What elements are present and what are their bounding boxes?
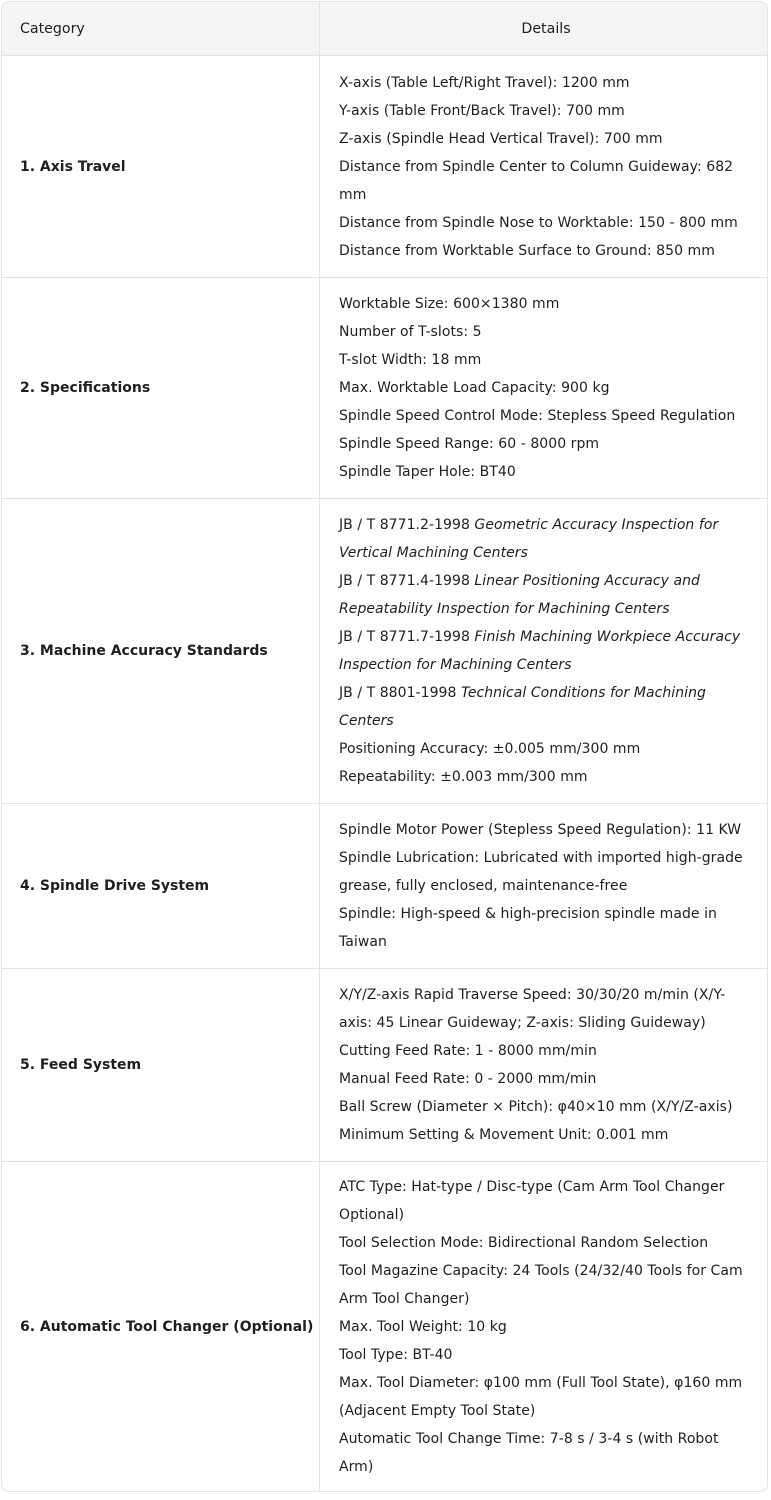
detail-text: Repeatability: ±0.003 mm/300 mm	[339, 769, 588, 785]
detail-text: axis: 45 Linear Guideway; Z-axis: Sliding Guideway)	[339, 1015, 706, 1031]
detail-line	[339, 1369, 753, 1397]
details-cell	[320, 804, 767, 968]
detail-line	[339, 458, 753, 486]
detail-text: Cutting Feed Rate: 1 - 8000 mm/min	[339, 1043, 597, 1059]
spec-table	[1, 1, 768, 1492]
detail-text: Distance from Spindle Center to Column Guideway: 682	[339, 158, 734, 175]
detail-text: Spindle Lubrication: Lubricated with imported high-grade	[339, 850, 743, 866]
detail-text: Spindle Speed Range: 60 - 8000 rpm	[339, 436, 600, 452]
detail-text: Max. Tool Diameter: φ100 mm (Full Tool State), φ160 mm	[339, 1375, 743, 1391]
category-header-label: Category	[20, 20, 85, 37]
detail-line	[339, 1037, 753, 1065]
table-row-axis-travel	[2, 55, 767, 277]
detail-title-italic: Repeatability Inspection for Machining Centers	[339, 601, 670, 617]
table-row-feed-system	[2, 968, 767, 1161]
category-cell	[2, 1162, 320, 1492]
detail-line	[339, 763, 753, 791]
detail-line	[339, 679, 753, 707]
category-label: 3. Machine Accuracy Standards	[20, 643, 268, 659]
detail-line	[339, 735, 753, 763]
detail-text: X-axis (Table Left/Right Travel): 1200 mm	[339, 74, 630, 91]
detail-text: Distance from Spindle Nose to Worktable: 150 - 800 mm	[339, 214, 738, 231]
detail-title-italic: Centers	[339, 713, 394, 729]
detail-text: grease, fully enclosed, maintenance-free	[339, 878, 628, 894]
detail-line	[339, 900, 753, 928]
detail-line	[339, 1065, 753, 1093]
detail-line	[339, 374, 753, 402]
detail-line	[339, 402, 753, 430]
category-column-header	[2, 2, 320, 55]
table-row-spindle-drive	[2, 803, 767, 968]
detail-line	[339, 153, 753, 181]
detail-text: Ball Screw (Diameter × Pitch): φ40×10 mm (X/Y/Z-axis)	[339, 1099, 733, 1115]
details-column-header	[320, 2, 767, 55]
detail-line	[339, 1201, 753, 1229]
detail-text: JB / T 8771.7-1998	[339, 629, 475, 645]
detail-text: (Adjacent Empty Tool State)	[339, 1403, 536, 1419]
detail-line	[339, 69, 753, 97]
detail-text: Spindle Taper Hole: BT40	[339, 464, 516, 480]
detail-text: Tool Magazine Capacity: 24 Tools (24/32/40 Tools for Cam	[339, 1263, 743, 1279]
detail-text: Max. Worktable Load Capacity: 900 kg	[339, 380, 610, 396]
detail-line	[339, 539, 753, 567]
detail-line	[339, 1285, 753, 1313]
details-header-label: Details	[521, 20, 571, 37]
detail-text: ATC Type: Hat-type / Disc-type (Cam Arm Tool Changer	[339, 1179, 725, 1195]
details-cell	[320, 499, 767, 803]
detail-line	[339, 981, 753, 1009]
detail-line	[339, 430, 753, 458]
detail-line	[339, 181, 753, 209]
detail-text: JB / T 8801-1998	[339, 685, 461, 701]
detail-title-italic: Finish Machining Workpiece Accuracy	[474, 629, 741, 645]
detail-text: Worktable Size: 600×1380 mm	[339, 296, 560, 312]
details-cell	[320, 1162, 767, 1492]
category-label: 6. Automatic Tool Changer (Optional)	[20, 1319, 314, 1335]
detail-line	[339, 1229, 753, 1257]
category-label: 2. Specifications	[20, 380, 151, 396]
detail-line	[339, 1173, 753, 1201]
detail-line	[339, 816, 753, 844]
detail-text: Z-axis (Spindle Head Vertical Travel): 700 mm	[339, 130, 663, 147]
detail-line	[339, 1453, 753, 1481]
detail-line	[339, 125, 753, 153]
detail-text: JB / T 8771.2-1998	[339, 517, 475, 533]
category-cell	[2, 499, 320, 803]
detail-text: Manual Feed Rate: 0 - 2000 mm/min	[339, 1071, 597, 1087]
category-cell	[2, 278, 320, 498]
detail-text: T-slot Width: 18 mm	[339, 352, 482, 368]
detail-line	[339, 595, 753, 623]
category-cell	[2, 56, 320, 277]
detail-line	[339, 707, 753, 735]
category-cell	[2, 969, 320, 1161]
details-cell	[320, 278, 767, 498]
detail-line	[339, 623, 753, 651]
detail-title-italic: Vertical Machining Centers	[339, 545, 528, 561]
detail-text: Max. Tool Weight: 10 kg	[339, 1319, 507, 1335]
detail-title-italic: Inspection for Machining Centers	[339, 657, 572, 673]
detail-title-italic: Technical Conditions for Machining	[460, 685, 706, 701]
category-cell	[2, 804, 320, 968]
detail-text: Minimum Setting & Movement Unit: 0.001 mm	[339, 1127, 669, 1143]
detail-text: Distance from Worktable Surface to Ground: 850 mm	[339, 242, 715, 259]
detail-line	[339, 318, 753, 346]
detail-text: Tool Type: BT-40	[339, 1347, 453, 1363]
detail-line	[339, 209, 753, 237]
table-header-row	[2, 2, 767, 55]
detail-text: Taiwan	[339, 934, 387, 950]
detail-line	[339, 97, 753, 125]
detail-line	[339, 290, 753, 318]
details-cell	[320, 969, 767, 1161]
detail-text: mm	[339, 186, 367, 203]
detail-title-italic: Linear Positioning Accuracy and	[474, 573, 700, 589]
category-label: 5. Feed System	[20, 1057, 142, 1073]
detail-text: Y-axis (Table Front/Back Travel): 700 mm	[339, 102, 625, 119]
details-cell	[320, 56, 767, 277]
detail-line	[339, 872, 753, 900]
detail-text: Spindle Speed Control Mode: Stepless Speed Regulation	[339, 408, 736, 424]
detail-text: Automatic Tool Change Time: 7-8 s / 3-4 s (with Robot	[339, 1431, 719, 1447]
table-row-tool-changer	[2, 1161, 767, 1492]
category-label: 1. Axis Travel	[20, 158, 126, 175]
detail-text: Arm Tool Changer)	[339, 1291, 470, 1307]
detail-line	[339, 1397, 753, 1425]
detail-line	[339, 928, 753, 956]
category-label: 4. Spindle Drive System	[20, 878, 210, 894]
detail-line	[339, 651, 753, 679]
detail-text: Positioning Accuracy: ±0.005 mm/300 mm	[339, 741, 641, 757]
detail-line	[339, 844, 753, 872]
detail-line	[339, 1093, 753, 1121]
detail-text: Optional)	[339, 1207, 405, 1223]
detail-text: Spindle Motor Power (Stepless Speed Regulation): 11 KW	[339, 822, 742, 838]
detail-text: X/Y/Z-axis Rapid Traverse Speed: 30/30/20 m/min (X/Y-	[339, 987, 726, 1003]
detail-line	[339, 567, 753, 595]
detail-line	[339, 1009, 753, 1037]
detail-line	[339, 237, 753, 265]
detail-line	[339, 511, 753, 539]
detail-line	[339, 1341, 753, 1369]
table-row-specifications	[2, 277, 767, 498]
detail-line	[339, 1257, 753, 1285]
detail-line	[339, 1313, 753, 1341]
detail-text: JB / T 8771.4-1998	[339, 573, 475, 589]
detail-title-italic: Geometric Accuracy Inspection for	[474, 517, 719, 533]
detail-text: Tool Selection Mode: Bidirectional Random Selection	[339, 1235, 709, 1251]
detail-line	[339, 1121, 753, 1149]
detail-text: Arm)	[339, 1459, 374, 1475]
detail-text: Number of T-slots: 5	[339, 324, 482, 340]
detail-line	[339, 1425, 753, 1453]
detail-text: Spindle: High-speed & high-precision spindle made in	[339, 906, 717, 922]
table-row-accuracy-standards	[2, 498, 767, 803]
detail-line	[339, 346, 753, 374]
